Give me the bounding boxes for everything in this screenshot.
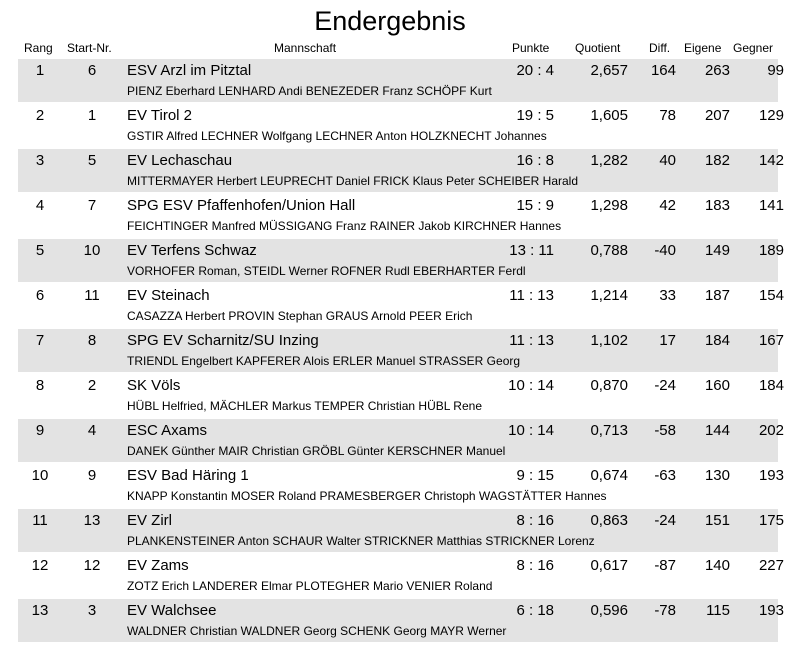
- cell-team: ESC Axams: [127, 422, 208, 439]
- cell-start: 8: [87, 332, 97, 349]
- cell-rang: 10: [31, 467, 49, 484]
- cell-punkte: 8 : 16: [516, 557, 554, 574]
- cell-eigene: 160: [704, 377, 730, 394]
- table-row: [0, 103, 800, 148]
- cell-eigene: 149: [704, 242, 730, 259]
- cell-punkte: 6 : 18: [516, 602, 554, 619]
- cell-quotient: 0,788: [590, 242, 628, 259]
- cell-players: WALDNER Christian WALDNER Georg SCHENK Georg MAYR Werner: [127, 624, 507, 638]
- cell-quotient: 0,863: [590, 512, 628, 529]
- cell-players: VORHOFER Roman, STEIDL Werner ROFNER Rudl EBERHARTER Ferdl: [127, 264, 526, 278]
- cell-quotient: 1,102: [590, 332, 628, 349]
- cell-start: 3: [87, 602, 97, 619]
- table-row: [0, 418, 800, 463]
- cell-diff: 164: [650, 62, 676, 79]
- cell-eigene: 151: [704, 512, 730, 529]
- header-mannschaft: Mannschaft: [274, 41, 337, 55]
- cell-players: GSTIR Alfred LECHNER Wolfgang LECHNER Anton HOLZKNECHT Johannes: [127, 129, 547, 143]
- cell-quotient: 2,657: [590, 62, 628, 79]
- cell-rang: 11: [32, 512, 48, 529]
- cell-team: ESV Bad Häring 1: [127, 467, 249, 484]
- cell-quotient: 1,298: [590, 197, 628, 214]
- cell-players: FEICHTINGER Manfred MÜSSIGANG Franz RAINER Jakob KIRCHNER Hannes: [127, 219, 562, 233]
- cell-gegner: 227: [758, 557, 784, 574]
- table-row: [0, 58, 800, 103]
- cell-punkte: 9 : 15: [516, 467, 554, 484]
- cell-punkte: 11 : 13: [509, 287, 554, 304]
- row-main-line: [0, 332, 800, 352]
- cell-gegner: 193: [758, 602, 784, 619]
- cell-punkte: 8 : 16: [516, 512, 554, 529]
- cell-eigene: 207: [704, 107, 730, 124]
- cell-quotient: 1,282: [590, 152, 628, 169]
- cell-punkte: 10 : 14: [508, 422, 554, 439]
- cell-punkte: 15 : 9: [516, 197, 554, 214]
- cell-team: EV Zirl: [127, 512, 172, 529]
- cell-quotient: 1,214: [590, 287, 628, 304]
- table-row: [0, 148, 800, 193]
- cell-eigene: 140: [704, 557, 730, 574]
- row-main-line: [0, 377, 800, 397]
- header-gegner: Gegner: [733, 41, 774, 55]
- cell-diff: 40: [659, 152, 676, 169]
- cell-diff: -78: [654, 602, 676, 619]
- cell-rang: 5: [35, 242, 45, 259]
- cell-eigene: 130: [704, 467, 730, 484]
- row-main-line: [0, 242, 800, 262]
- cell-start: 7: [87, 197, 97, 214]
- table-row: [0, 283, 800, 328]
- results-table: [0, 58, 800, 643]
- cell-punkte: 16 : 8: [516, 152, 554, 169]
- table-row: [0, 373, 800, 418]
- cell-diff: 33: [659, 287, 676, 304]
- table-row: [0, 238, 800, 283]
- row-main-line: [0, 197, 800, 217]
- cell-players: MITTERMAYER Herbert LEUPRECHT Daniel FRICK Klaus Peter SCHEIBER Harald: [127, 174, 579, 188]
- cell-diff: -40: [654, 242, 676, 259]
- cell-rang: 13: [31, 602, 49, 619]
- cell-eigene: 187: [704, 287, 730, 304]
- cell-punkte: 13 : 11: [509, 242, 554, 259]
- cell-gegner: 99: [767, 62, 784, 79]
- cell-rang: 2: [35, 107, 45, 124]
- cell-diff: -58: [654, 422, 676, 439]
- cell-eigene: 144: [704, 422, 730, 439]
- cell-gegner: 142: [758, 152, 784, 169]
- cell-team: EV Zams: [127, 557, 189, 574]
- cell-rang: 4: [35, 197, 45, 214]
- cell-quotient: 0,596: [590, 602, 628, 619]
- cell-gegner: 175: [758, 512, 784, 529]
- cell-eigene: 263: [704, 62, 730, 79]
- table-row: [0, 328, 800, 373]
- cell-team: SPG ESV Pfaffenhofen/Union Hall: [127, 197, 356, 214]
- cell-quotient: 0,713: [590, 422, 628, 439]
- cell-rang: 12: [31, 557, 49, 574]
- row-main-line: [0, 107, 800, 127]
- cell-quotient: 0,870: [590, 377, 628, 394]
- cell-team: EV Walchsee: [127, 602, 217, 619]
- row-main-line: [0, 512, 800, 532]
- cell-diff: 17: [659, 332, 676, 349]
- cell-quotient: 0,617: [590, 557, 628, 574]
- cell-quotient: 1,605: [590, 107, 628, 124]
- cell-start: 2: [87, 377, 97, 394]
- cell-start: 12: [83, 557, 101, 574]
- cell-gegner: 193: [758, 467, 784, 484]
- cell-rang: 9: [35, 422, 45, 439]
- cell-rang: 6: [35, 287, 45, 304]
- cell-start: 11: [84, 287, 100, 304]
- header-eigene: Eigene: [684, 41, 722, 55]
- cell-gegner: 202: [758, 422, 784, 439]
- cell-players: CASAZZA Herbert PROVIN Stephan GRAUS Arnold PEER Erich: [127, 309, 473, 323]
- cell-diff: 42: [659, 197, 676, 214]
- cell-eigene: 183: [704, 197, 730, 214]
- cell-start: 13: [83, 512, 101, 529]
- cell-players: HÜBL Helfried, MÄCHLER Markus TEMPER Christian HÜBL Rene: [127, 399, 482, 413]
- cell-eigene: 184: [704, 332, 730, 349]
- page-title: Endergebnis: [314, 6, 466, 36]
- cell-punkte: 10 : 14: [508, 377, 554, 394]
- cell-team: EV Steinach: [127, 287, 210, 304]
- cell-gegner: 167: [758, 332, 784, 349]
- header-start: Start-Nr.: [67, 41, 112, 55]
- cell-gegner: 141: [758, 197, 784, 214]
- table-row: [0, 463, 800, 508]
- cell-start: 6: [87, 62, 97, 79]
- cell-players: PIENZ Eberhard LENHARD Andi BENEZEDER Franz SCHÖPF Kurt: [127, 84, 492, 98]
- row-main-line: [0, 152, 800, 172]
- row-main-line: [0, 602, 800, 622]
- cell-team: EV Lechaschau: [127, 152, 233, 169]
- cell-rang: 1: [35, 62, 45, 79]
- cell-start: 1: [87, 107, 97, 124]
- table-header: [0, 41, 800, 57]
- cell-diff: -63: [654, 467, 676, 484]
- cell-gegner: 184: [758, 377, 784, 394]
- row-main-line: [0, 62, 800, 82]
- cell-quotient: 0,674: [590, 467, 628, 484]
- cell-gegner: 189: [758, 242, 784, 259]
- cell-players: DANEK Günther MAIR Christian GRÖBL Günter KERSCHNER Manuel: [127, 444, 506, 458]
- cell-team: SK Völs: [127, 377, 181, 394]
- cell-punkte: 11 : 13: [509, 332, 554, 349]
- cell-gegner: 154: [758, 287, 784, 304]
- header-rang: Rang: [24, 41, 53, 55]
- cell-eigene: 182: [704, 152, 730, 169]
- table-row: [0, 598, 800, 643]
- cell-diff: 78: [659, 107, 676, 124]
- table-row: [0, 508, 800, 553]
- cell-punkte: 19 : 5: [516, 107, 554, 124]
- table-row: [0, 553, 800, 598]
- cell-players: KNAPP Konstantin MOSER Roland PRAMESBERGER Christoph WAGSTÄTTER Hannes: [127, 489, 607, 503]
- cell-players: ZOTZ Erich LANDERER Elmar PLOTEGHER Mario VENIER Roland: [127, 579, 493, 593]
- cell-start: 5: [87, 152, 97, 169]
- cell-eigene: 115: [706, 602, 730, 619]
- cell-diff: -24: [654, 377, 676, 394]
- header-quotient: Quotient: [575, 41, 621, 55]
- cell-team: EV Terfens Schwaz: [127, 242, 257, 259]
- header-punkte: Punkte: [512, 41, 550, 55]
- cell-rang: 8: [35, 377, 45, 394]
- cell-team: EV Tirol 2: [127, 107, 193, 124]
- row-main-line: [0, 422, 800, 442]
- cell-team: SPG EV Scharnitz/SU Inzing: [127, 332, 319, 349]
- cell-start: 4: [87, 422, 97, 439]
- table-row: [0, 193, 800, 238]
- cell-diff: -24: [654, 512, 676, 529]
- cell-rang: 3: [35, 152, 45, 169]
- row-main-line: [0, 287, 800, 307]
- row-main-line: [0, 557, 800, 577]
- cell-punkte: 20 : 4: [516, 62, 554, 79]
- cell-start: 10: [83, 242, 101, 259]
- cell-team: ESV Arzl im Pitztal: [127, 62, 252, 79]
- row-main-line: [0, 467, 800, 487]
- cell-start: 9: [87, 467, 97, 484]
- header-diff: Diff.: [649, 41, 671, 55]
- cell-rang: 7: [35, 332, 45, 349]
- cell-diff: -87: [654, 557, 676, 574]
- cell-players: TRIENDL Engelbert KAPFERER Alois ERLER Manuel STRASSER Georg: [127, 354, 521, 368]
- cell-players: PLANKENSTEINER Anton SCHAUR Walter STRICKNER Matthias STRICKNER Lorenz: [127, 534, 595, 548]
- cell-gegner: 129: [758, 107, 784, 124]
